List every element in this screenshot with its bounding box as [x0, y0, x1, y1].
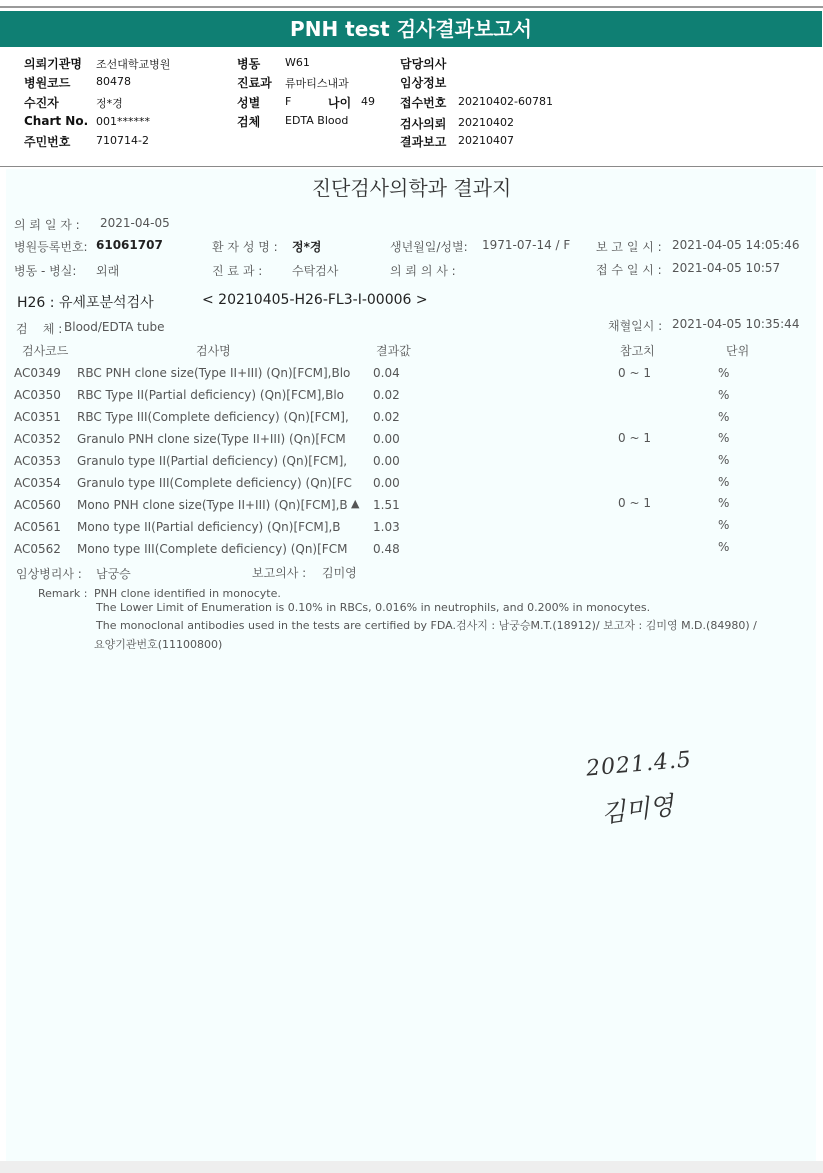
row-code: AC0354: [14, 476, 61, 490]
col-header-name: 검사명: [196, 344, 231, 358]
remark-label: Remark :: [38, 587, 88, 600]
hospital-code-value: 80478: [96, 75, 131, 88]
header-divider: [0, 166, 823, 167]
remark-line: PNH clone identified in monocyte.: [94, 587, 281, 600]
ward-value: W61: [285, 56, 310, 69]
reporter-value: 김미영: [322, 566, 357, 580]
row-unit: %: [718, 453, 730, 467]
receive-time-label: 접 수 일 시 :: [596, 263, 662, 277]
report-date-label: 결과보고: [400, 135, 447, 149]
pathologist-label: 임상병리사 :: [16, 567, 82, 581]
row-name: Granulo type III(Complete deficiency) (Qn)[FC: [77, 476, 352, 490]
row-result: 1.03: [373, 520, 400, 534]
row-ref: 0 ~ 1: [618, 366, 651, 380]
specimen-value: Blood/EDTA tube: [64, 320, 165, 334]
col-header-result: 결과값: [376, 344, 411, 358]
patient-value: 정*경: [96, 97, 123, 110]
row-code: AC0350: [14, 388, 61, 402]
row-name: Mono type II(Partial deficiency) (Qn)[FCM],B: [77, 520, 341, 534]
doctor-label: 담당의사: [400, 57, 447, 71]
receive-time-value: 2021-04-05 10:57: [672, 261, 781, 275]
reg-no-value: 61061707: [96, 238, 163, 252]
resident-no-label: 주민번호: [24, 135, 71, 149]
signature-name: 김미영: [599, 790, 676, 829]
row-unit: %: [718, 388, 730, 402]
ward-room-value: 외래: [96, 264, 120, 278]
request-header: [0, 47, 822, 167]
row-code: AC0352: [14, 432, 61, 446]
row-result: 0.02: [373, 388, 400, 402]
doctor-label: 의 뢰 의 사 :: [390, 264, 456, 278]
row-flag-up-arrow-icon: ▲: [351, 497, 360, 510]
ward-room-label: 병동 - 병실:: [14, 264, 77, 278]
department-label: 진 료 과 :: [212, 264, 263, 278]
request-date-value: 2021-04-05: [100, 216, 170, 230]
row-result: 0.04: [373, 366, 400, 380]
remark-line: 요양기관번호(11100800): [94, 638, 223, 651]
col-header-unit: 단위: [726, 344, 750, 358]
institution-value: 조선대학교병원: [96, 58, 171, 71]
row-unit: %: [718, 431, 730, 445]
row-unit: %: [718, 475, 730, 489]
signature-date: 2021.4.5: [585, 747, 693, 782]
row-code: AC0353: [14, 454, 61, 468]
specimen-value: EDTA Blood: [285, 114, 349, 127]
request-date-value: 20210402: [458, 116, 514, 129]
barcode-number: < 20210405-H26-FL3-I-00006 >: [202, 292, 428, 308]
row-unit: %: [718, 496, 730, 510]
row-code: AC0562: [14, 542, 61, 556]
birth-sex-value: 1971-07-14 / F: [482, 238, 571, 252]
row-name: Granulo type II(Partial deficiency) (Qn)[FCM],: [77, 454, 348, 468]
row-result: 0.02: [373, 410, 400, 424]
row-code: AC0561: [14, 520, 61, 534]
patient-name-label: 환 자 성 명 :: [212, 240, 278, 254]
row-result: 0.00: [373, 454, 400, 468]
request-date-label: 의 뢰 일 자 :: [14, 218, 80, 232]
reg-no-label: 병원등록번호:: [14, 240, 88, 254]
row-result: 0.00: [373, 476, 400, 490]
pathologist-value: 남궁승: [96, 567, 131, 581]
test-code: H26 : 유세포분석검사: [17, 295, 154, 311]
row-unit: %: [718, 518, 730, 532]
institution-label: 의뢰기관명: [24, 57, 82, 71]
receipt-no-value: 20210402-60781: [458, 95, 553, 108]
row-ref: 0 ~ 1: [618, 431, 651, 445]
ward-label: 병동: [237, 57, 261, 71]
collect-time-value: 2021-04-05 10:35:44: [672, 317, 800, 331]
report-title: 진단검사의학과 결과지: [311, 176, 512, 200]
clinical-info-label: 임상정보: [400, 76, 447, 90]
department-label: 진료과: [237, 76, 272, 90]
chart-no-value: 001******: [96, 115, 150, 128]
sex-label: 성별: [237, 96, 261, 110]
remark-line: The monoclonal antibodies used in the tests are certified by FDA.검사지 : 남궁승M.T.(18912)/ 보고자 : 김미영 M.D.(84980) /: [96, 619, 757, 632]
row-code: AC0349: [14, 366, 61, 380]
report-banner-title: PNH test 검사결과보고서: [0, 11, 822, 47]
reporter-label: 보고의사 :: [252, 566, 307, 580]
col-header-ref: 참고치: [620, 344, 655, 358]
row-name: RBC Type II(Partial deficiency) (Qn)[FCM],Blo: [77, 388, 345, 402]
row-name: Mono type III(Complete deficiency) (Qn)[FCM: [77, 542, 348, 556]
top-rule: [0, 6, 823, 8]
specimen-label: 검 체 :: [16, 322, 63, 336]
row-result: 1.51: [373, 498, 400, 512]
report-time-value: 2021-04-05 14:05:46: [672, 238, 800, 252]
row-name: Granulo PNH clone size(Type II+III) (Qn)[FCM: [77, 432, 346, 446]
request-date-label: 검사의뢰: [400, 117, 447, 131]
department-value: 류마티스내과: [285, 77, 349, 90]
row-name: Mono PNH clone size(Type II+III) (Qn)[FCM],B: [77, 498, 348, 512]
row-name: RBC PNH clone size(Type II+III) (Qn)[FCM],Blo: [77, 366, 351, 380]
row-result: 0.48: [373, 542, 400, 556]
receipt-no-label: 접수번호: [400, 96, 447, 110]
col-header-code: 검사코드: [22, 344, 69, 358]
row-unit: %: [718, 366, 730, 380]
row-ref: 0 ~ 1: [618, 496, 651, 510]
row-code: AC0560: [14, 498, 61, 512]
age-label: 나이: [328, 96, 352, 110]
frame-bottom: [0, 1161, 823, 1173]
sex-value: F: [285, 95, 292, 108]
chart-no-label: Chart No.: [24, 114, 89, 128]
specimen-label: 검체: [237, 115, 261, 129]
patient-label: 수진자: [24, 96, 59, 110]
resident-no-value: 710714-2: [96, 134, 149, 147]
report-time-label: 보 고 일 시 :: [596, 240, 662, 254]
remark-line: The Lower Limit of Enumeration is 0.10% in RBCs, 0.016% in neutrophils, and 0.200% in monocytes.: [96, 601, 651, 614]
row-result: 0.00: [373, 432, 400, 446]
report-date-value: 20210407: [458, 134, 514, 147]
birth-sex-label: 생년월일/성별:: [390, 240, 468, 254]
collect-time-label: 채혈일시 :: [608, 319, 663, 333]
row-unit: %: [718, 410, 730, 424]
age-value: 49: [361, 95, 375, 108]
row-code: AC0351: [14, 410, 61, 424]
department-value: 수탁검사: [292, 264, 339, 278]
row-name: RBC Type III(Complete deficiency) (Qn)[FCM],: [77, 410, 349, 424]
hospital-code-label: 병원코드: [24, 76, 71, 90]
patient-name-value: 정*경: [292, 240, 322, 254]
row-unit: %: [718, 540, 730, 554]
